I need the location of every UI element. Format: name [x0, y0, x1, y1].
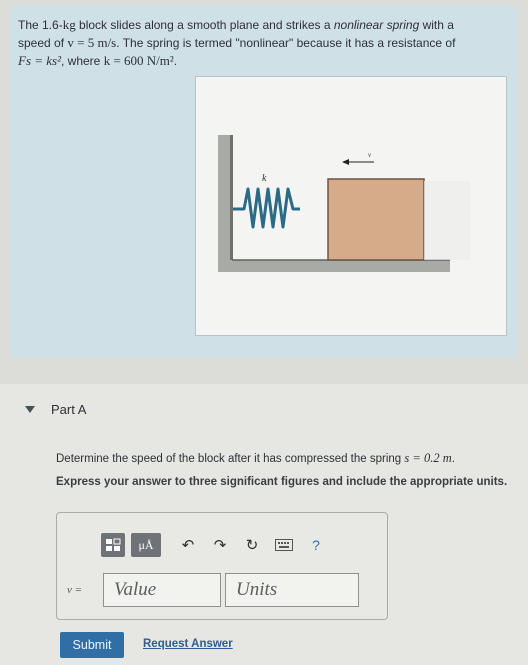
velocity-label: v: [368, 151, 372, 159]
collapse-caret-icon[interactable]: [25, 406, 35, 413]
submit-button[interactable]: Submit: [60, 632, 124, 658]
problem-text-fragment: .: [173, 54, 178, 68]
block-shadow: [424, 181, 470, 260]
undo-icon[interactable]: ↶: [181, 537, 195, 554]
answer-variable-label: v =: [67, 584, 83, 596]
answer-box: [56, 512, 388, 620]
question-text-end: .: [451, 453, 455, 465]
problem-speed-math: v = 5 m/s: [67, 35, 117, 50]
problem-force-math: Fs = ks²: [18, 53, 61, 68]
units-input[interactable]: Units: [225, 573, 359, 607]
problem-text-fragment: speed of: [18, 36, 68, 50]
question-math: s = 0.2 m: [404, 451, 452, 465]
wall: [218, 135, 232, 270]
symbols-button[interactable]: μÅ: [131, 533, 161, 557]
problem-unit-kg: kg: [62, 17, 76, 32]
math-toolbar: [101, 533, 327, 557]
problem-text-fragment: , where: [61, 54, 104, 68]
problem-figure: [195, 76, 507, 336]
wall-edge: [230, 135, 233, 270]
part-a-section: [0, 384, 528, 665]
part-a-header[interactable]: [25, 402, 86, 417]
templates-icon[interactable]: [101, 533, 125, 557]
problem-statement: [10, 6, 518, 358]
value-input[interactable]: Value: [103, 573, 221, 607]
problem-text-fragment: block slides along a smooth plane and strikes a: [75, 18, 334, 32]
spring: [233, 189, 300, 227]
spring-block-diagram: [196, 77, 506, 335]
block: [328, 179, 424, 260]
question-text: Determine the speed of the block after it has compressed the spring: [56, 453, 405, 465]
answer-instructions: Express your answer to three significant figures and include the appropriate units.: [56, 476, 508, 488]
part-title: Part A: [51, 402, 87, 417]
reset-icon[interactable]: ↻: [245, 537, 259, 554]
keyboard-icon[interactable]: [273, 534, 295, 556]
problem-k-math: k = 600 N/m²: [103, 53, 174, 68]
problem-text-fragment: with a: [419, 18, 454, 32]
problem-text: [18, 16, 510, 70]
part-question: [56, 450, 506, 467]
redo-icon[interactable]: ↷: [213, 537, 227, 554]
templates-glyph: [105, 537, 121, 553]
keyboard-glyph: [275, 539, 293, 551]
problem-text-fragment: The 1.6-: [18, 18, 63, 32]
problem-text-fragment: . The spring is termed "nonlinear" because it has a resistance of: [116, 36, 456, 50]
help-icon[interactable]: ?: [312, 537, 320, 553]
spring-label: k: [262, 173, 267, 184]
request-answer-link[interactable]: Request Answer: [143, 638, 233, 650]
velocity-arrowhead: [342, 159, 349, 165]
ground: [218, 260, 450, 272]
answer-input-row: [67, 573, 359, 607]
problem-emphasis: nonlinear spring: [333, 18, 420, 32]
